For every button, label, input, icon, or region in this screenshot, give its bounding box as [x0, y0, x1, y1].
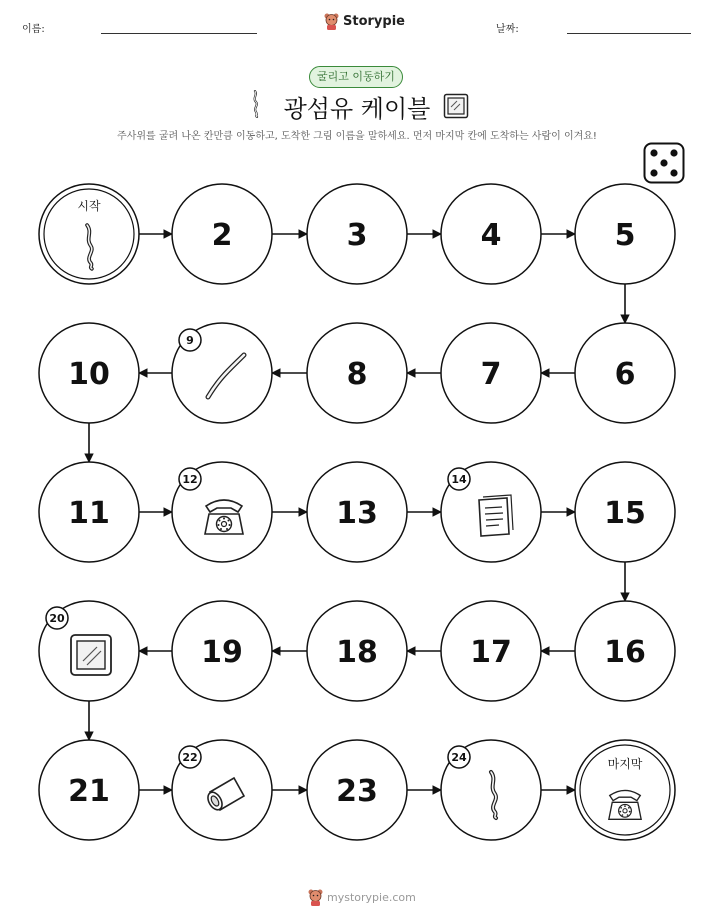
cell-number: 6 [614, 357, 636, 392]
cell-number: 14 [451, 473, 467, 486]
glass-panel-icon [71, 635, 111, 675]
cell-number: 19 [201, 635, 243, 670]
board-cell-13[interactable] [307, 462, 407, 562]
cell-number: 23 [336, 774, 378, 809]
cell-number: 9 [186, 334, 194, 347]
board-cell-12[interactable] [172, 462, 272, 562]
board-cell-4[interactable] [441, 184, 541, 284]
telephone-icon [609, 790, 641, 819]
footer-url[interactable]: mystorypie.com [327, 891, 416, 904]
board-cell-18[interactable] [307, 601, 407, 701]
board-cell-14[interactable] [441, 462, 541, 562]
cell-number: 17 [470, 635, 512, 670]
cell-number: 3 [346, 218, 368, 253]
cell-number: 4 [480, 218, 502, 253]
cell-number: 22 [182, 751, 198, 764]
board-cell-5[interactable] [575, 184, 675, 284]
board-cell-3[interactable] [307, 184, 407, 284]
name-label: 이름: [22, 24, 45, 35]
finish-cell[interactable] [575, 740, 675, 840]
cell-number: 15 [604, 496, 646, 531]
start-label: 시작 [77, 199, 101, 213]
page-title: 광섬유 케이블 [283, 95, 431, 123]
cell-number: 18 [336, 635, 378, 670]
board-cell-2[interactable] [172, 184, 272, 284]
cell-number: 16 [604, 635, 646, 670]
cell-number: 11 [68, 496, 110, 531]
activity-badge: 굴리고 이동하기 [309, 66, 403, 88]
board-cell-22[interactable] [172, 740, 272, 840]
board-cell-17[interactable] [441, 601, 541, 701]
cell-number: 10 [68, 357, 110, 392]
board-cell-16[interactable] [575, 601, 675, 701]
board-cell-9[interactable] [172, 323, 272, 423]
board-cell-11[interactable] [39, 462, 139, 562]
board-cells [39, 184, 675, 840]
bear-mascot-icon [308, 889, 323, 906]
start-cell[interactable] [39, 184, 139, 284]
date-label: 날짜: [496, 24, 519, 35]
board-cell-8[interactable] [307, 323, 407, 423]
brand-name: Storypie [343, 14, 405, 29]
cell-number: 13 [336, 496, 378, 531]
cell-number: 20 [49, 612, 65, 625]
cell-number: 21 [68, 774, 110, 809]
cell-number: 12 [182, 473, 198, 486]
board-cell-19[interactable] [172, 601, 272, 701]
finish-label: 마지막 [607, 757, 643, 771]
board-cell-21[interactable] [39, 740, 139, 840]
cell-number: 8 [346, 357, 368, 392]
instructions-text: 주사위를 굴려 나온 칸만큼 이동하고, 도착한 그림 이름을 말하세요. 먼저 마지막 칸에 도착하는 사람이 이겨요! [117, 131, 597, 142]
board-cell-24[interactable] [441, 740, 541, 840]
board-cell-20[interactable] [39, 601, 139, 701]
board-cell-6[interactable] [575, 323, 675, 423]
document-icon [479, 495, 513, 536]
cell-number: 2 [211, 218, 233, 253]
board-cell-10[interactable] [39, 323, 139, 423]
board-cell-7[interactable] [441, 323, 541, 423]
cell-number: 24 [451, 751, 467, 764]
board-cell-23[interactable] [307, 740, 407, 840]
footer [308, 889, 416, 906]
board-cell-15[interactable] [575, 462, 675, 562]
telephone-icon [205, 500, 243, 534]
cell-number: 7 [480, 357, 502, 392]
cell-number: 5 [614, 218, 636, 253]
